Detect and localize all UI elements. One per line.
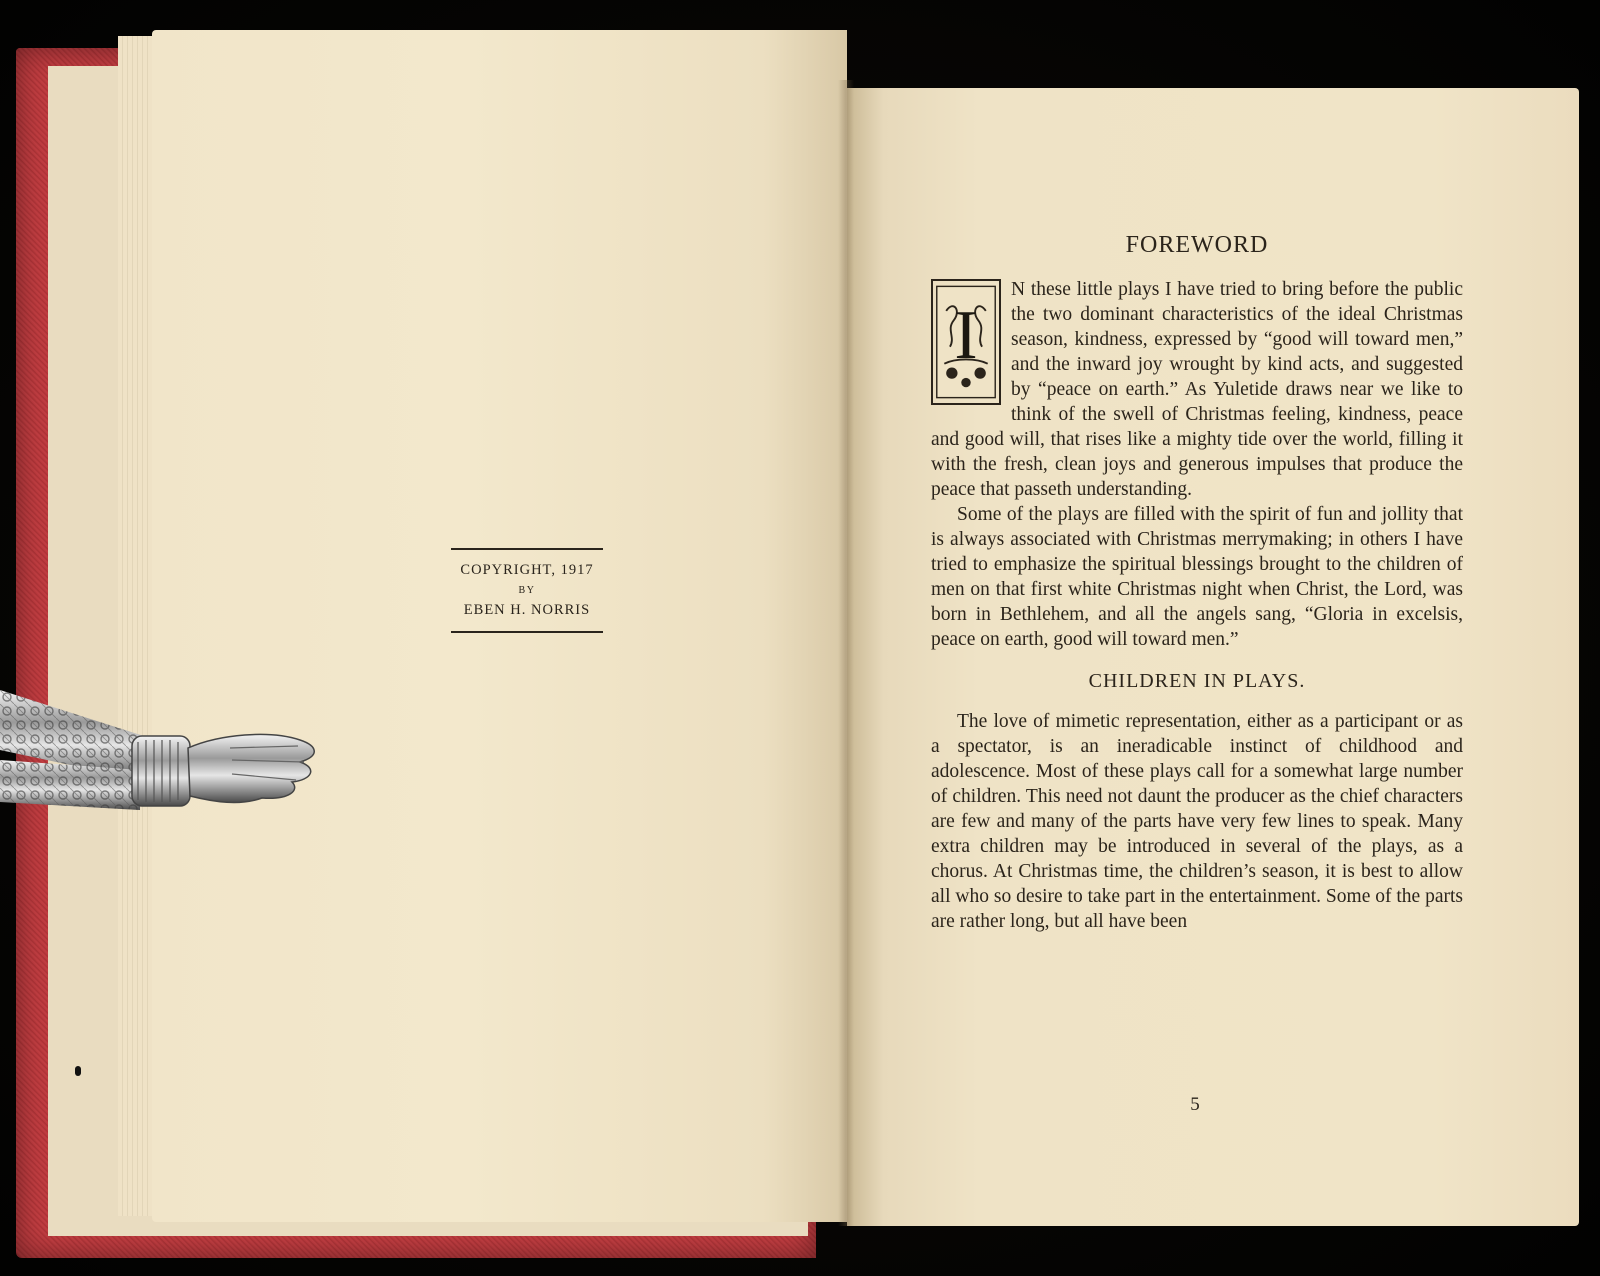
by-line: BY: [518, 585, 536, 596]
foreword-heading: FOREWORD: [1125, 232, 1269, 258]
dropcap-letter: I: [954, 297, 978, 375]
copyright-top-rule: [451, 548, 603, 550]
foreword-text: [931, 232, 1463, 934]
children-in-plays-heading: CHILDREN IN PLAYS.: [1088, 670, 1306, 692]
author-line: EBEN H. NORRIS: [463, 602, 591, 618]
page-edge-mark: [75, 1066, 81, 1076]
page-number: 5: [1190, 1094, 1200, 1115]
copyright-block: [448, 548, 606, 633]
copyright-line: COPYRIGHT, 1917: [460, 562, 594, 578]
copyright-bottom-rule: [451, 631, 603, 633]
dropcap-ornament-icon: [931, 279, 1001, 405]
children-paragraph: The love of mimetic representation, either as a participant or as a spectator, is an ineradicable instinct of childhood and adolescence. Most of these plays call for a somewhat large number of children. This need not daunt the producer as the chief characters are few and many of the parts have very few lines to speak. Many extra children may be introduced in several of the plays, as a chorus. At Christmas time, the children’s season, it is best to allow all who so desire to take part in the entertainment. Some of the parts are rather long, but all have been: [931, 711, 1463, 932]
foreword-paragraph-1: N these little plays I have tried to bring before the public the two dominant characteristics of the ideal Christmas season, kindness, expressed by “good will toward men,” and the inward joy wrought by kind acts, and suggested by “peace on earth.” As Yuletide draws near we like to think of the swell of Christmas feeling, kindness, peace and good will, that rises like a mighty tide over the world, filling it with the fresh, clean joys and generous impulses that produce the peace that passeth understanding.: [931, 279, 1463, 500]
bookmark-clip-icon: [0, 690, 330, 830]
book-gutter: [838, 80, 854, 1226]
foreword-paragraph-2: Some of the plays are filled with the spirit of fun and jollity that is always associated with Christmas merrymaking; in others I have tried to emphasize the spiritual blessings brought to the children of men on that first white Christmas night when Christ, the Lord, was born in Bethlehem, and all the angels sang, “Gloria in excelsis, peace on earth, good will toward men.”: [931, 504, 1463, 650]
